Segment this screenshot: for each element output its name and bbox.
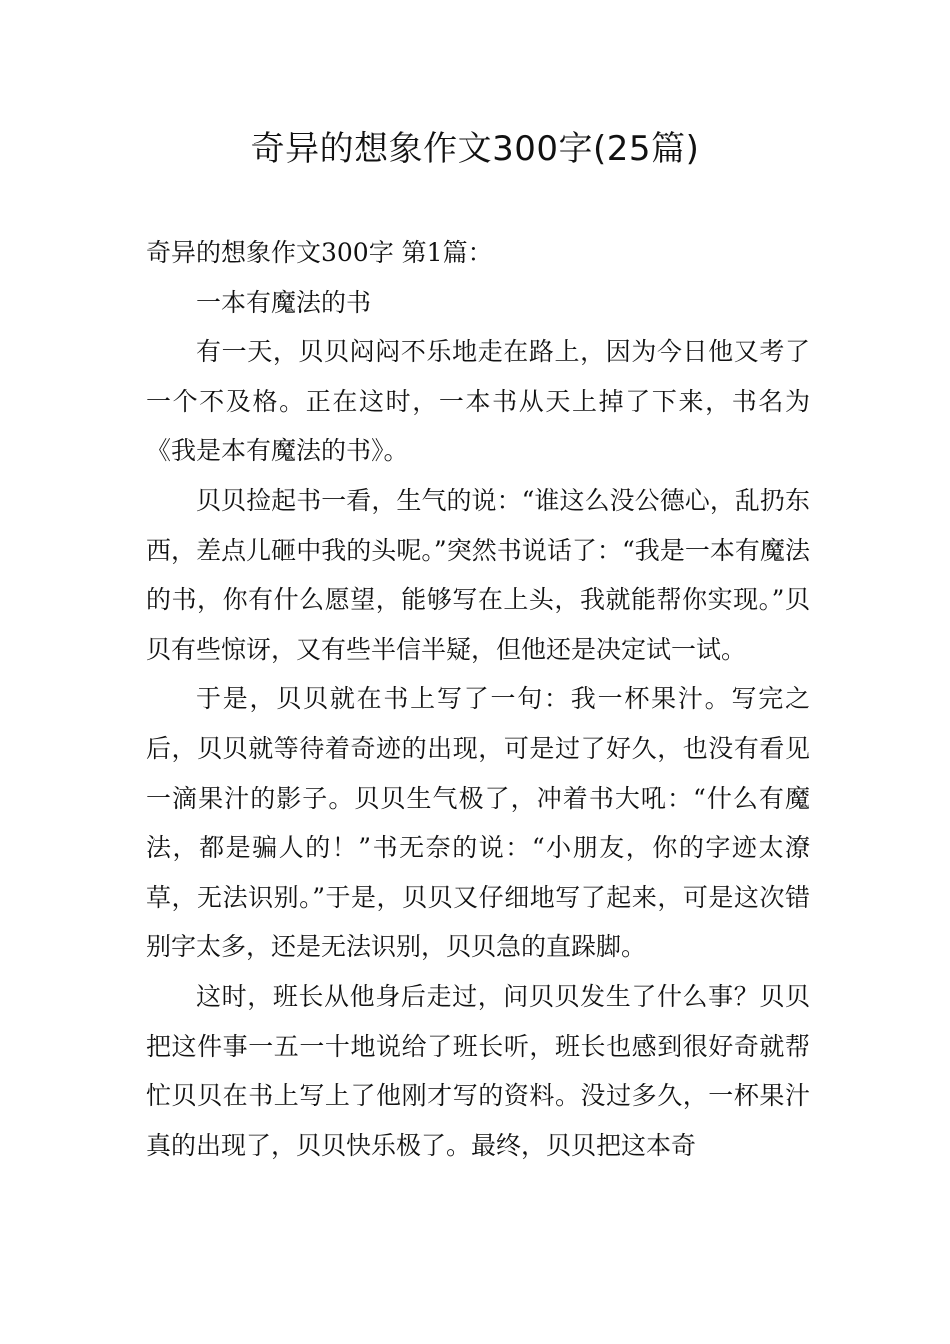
paragraph-1: 有一天，贝贝闷闷不乐地走在路上，因为今日他又考了一个不及格。正在这时，一本书从天上掉了下来，书名为《我是本有魔法的书》。 <box>146 337 810 466</box>
document-body <box>146 228 810 1170</box>
paragraph-4: 这时，班长从他身后走过，问贝贝发生了什么事？贝贝把这件事一五一十地说给了班长听，班长也感到很好奇就帮忙贝贝在书上写上了他刚才写的资料。没过多久，一杯果汁真的出现了，贝贝快乐极了。最终，贝贝把这本奇 <box>146 981 810 1160</box>
section-label: 奇异的想象作文300字 第1篇： <box>146 238 493 267</box>
paragraph-3: 于是，贝贝就在书上写了一句：我一杯果汁。写完之后，贝贝就等待着奇迹的出现，可是过了好久，也没有看见一滴果汁的影子。贝贝生气极了，冲着书大吼：“什么有魔法，都是骗人的！”书无奈的说：“小朋友，你的字迹太潦草，无法识别。”于是，贝贝又仔细地写了起来，可是这次错别字太多，还是无法识别，贝贝急的直跺脚。 <box>146 684 810 962</box>
paragraph-2: 贝贝捡起书一看，生气的说：“谁这么没公德心，乱扔东西，差点儿砸中我的头呢。”突然书说话了：“我是一本有魔法的书，你有什么愿望，能够写在上头，我就能帮你实现。”贝贝有些惊讶，又有些半信半疑，但他还是决定试一试。 <box>146 485 810 664</box>
document-title: 奇异的想象作文300字(25篇) <box>250 129 700 169</box>
essay-title: 一本有魔法的书 <box>196 287 372 317</box>
